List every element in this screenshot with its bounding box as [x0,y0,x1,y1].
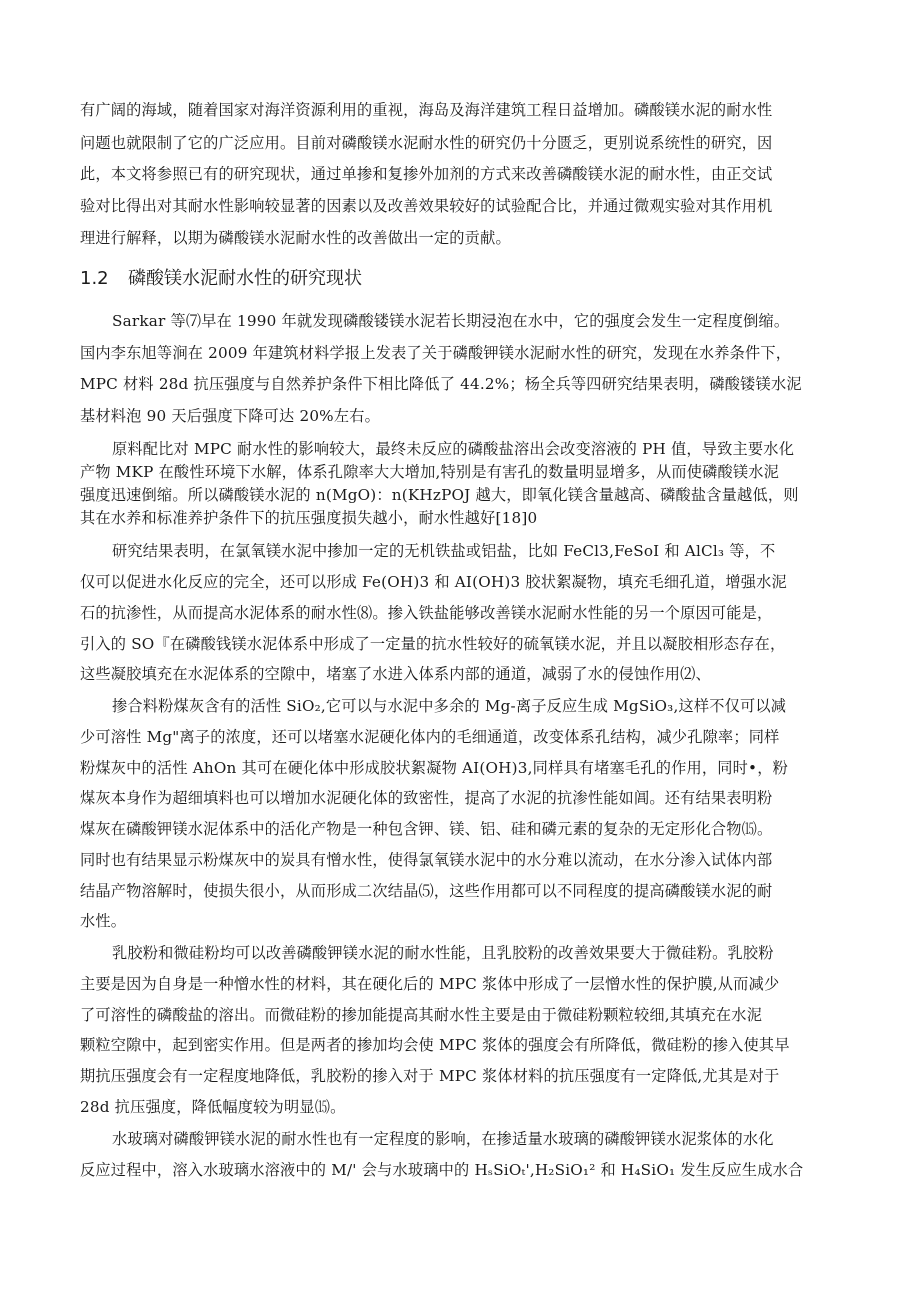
text-line: 基材料泡 90 天后强度下降可达 20%左右。 [80,407,380,425]
text-line: 煤灰在磷酸钾镁水泥体系中的活化产物是一种包含钾、镁、铝、硅和磷元素的复杂的无定形化合物⒂。 [80,820,773,838]
section-heading [80,266,362,292]
text-line: 研究结果表明，在氯氧镁水泥中掺加一定的无机铁盐或铝盐，比如 FeCl3,FeSoI 和 AlCl₃ 等，不 [112,542,776,560]
text-line: 理进行解释，以期为磷酸镁水泥耐水性的改善做出一定的贡献。 [80,229,511,247]
text-line: 石的抗渗性，从而提高水泥体系的耐水性⑻。掺入铁盐能够改善镁水泥耐水性能的另一个原因可能是， [80,604,773,622]
text-line: 颗粒空隙中，起到密实作用。但是两者的掺加均会使 MPC 浆体的强度会有所降低，微硅粉的掺入使其早 [80,1036,790,1054]
text-line: 煤灰本身作为超细填料也可以增加水泥硬化体的致密性，提高了水泥的抗渗性能如阊。还有结果表明粉 [80,789,773,807]
section-number: 1.2 [80,268,109,289]
text-line: 这些凝胶填充在水泥体系的空隙中，堵塞了水进入体系内部的通道，减弱了水的侵蚀作用⑵、 [80,665,711,683]
text-line: 其在水养和标准养护条件下的抗压强度损失越小，耐水性越好[18]0 [80,509,538,527]
text-line: 反应过程中，溶入水玻璃水溶液中的 M/' 会与水玻璃中的 HₛSiOₜ',H₂SiO₁² 和 H₄SiO₁ 发生反应生成水合 [80,1161,804,1179]
text-line: 此，本文将参照已有的研究现状，通过单掺和复掺外加剂的方式来改善磷酸镁水泥的耐水性，由正交试 [80,165,773,183]
text-line: 水玻璃对磷酸钾镁水泥的耐水性也有一定程度的影响，在掺适量水玻璃的磷酸钾镁水泥浆体的水化 [112,1130,774,1148]
text-line: 有广阔的海域，随着国家对海洋资源利用的重视，海岛及海洋建筑工程日益增加。磷酸镁水泥的耐水性 [80,101,773,119]
text-line: 原料配比对 MPC 耐水性的影响较大，最终未反应的磷酸盐溶出会改变溶液的 PH 值，导致主要水化 [112,440,795,458]
text-line: 掺合料粉煤灰含有的活性 SiO₂,它可以与水泥中多余的 Mg-离子反应生成 MgSiO₃,这样不仅可以减 [112,697,787,715]
text-line: Sarkar 等⑺早在 1990 年就发现磷酸镂镁水泥若长期浸泡在水中，它的强度会发生一定程度倒缩。 [112,312,790,330]
text-line: 引入的 SO『在磷酸钱镁水泥体系中形成了一定量的抗水性较好的硫氧镁水泥，并且以凝胶相形态存在， [80,635,786,653]
text-line: 国内李东旭等涧在 2009 年建筑材料学报上发表了关于磷酸钾镁水泥耐水性的研究，发现在水养条件下， [80,344,792,362]
text-line: 粉煤灰中的活性 AhOn 其可在硬化体中形成胶状絮凝物 AI(OH)3,同样具有堵塞毛孔的作用，同时•，粉 [80,759,788,777]
text-line: 验对比得出对其耐水性影响较显著的因素以及改善效果较好的试验配合比，并通过微观实验对其作用机 [80,197,773,215]
text-line: 问题也就限制了它的广泛应用。目前对磷酸镁水泥耐水性的研究仍十分匮乏，更别说系统性的研究，因 [80,134,773,152]
text-line: MPC 材料 28d 抗压强度与自然养护条件下相比降低了 44.2%；杨全兵等四研究结果表明，磷酸镂镁水泥 [80,375,802,393]
text-line: 结晶产物溶解时，使损失很小，从而形成二次结晶⑸，这些作用都可以不同程度的提高磷酸镁水泥的耐 [80,882,773,900]
text-line: 期抗压强度会有一定程度地降低，乳胶粉的掺入对于 MPC 浆体材料的抗压强度有一定降低,尤其是对于 [80,1067,780,1085]
text-line: 少可溶性 Mg"离子的浓度，还可以堵塞水泥硬化体内的毛细通道，改变体系孔结构，减少孔隙率；同样 [80,728,780,746]
text-line: 乳胶粉和微硅粉均可以改善磷酸钾镁水泥的耐水性能，且乳胶粉的改善效果要大于微硅粉。乳胶粉 [112,944,774,962]
text-line: 主要是因为自身是一种憎水性的材料，其在硬化后的 MPC 浆体中形成了一层憎水性的保护膜,从而减少 [80,975,780,993]
text-line: 同时也有结果显示粉煤灰中的炭具有憎水性，使得氯氧镁水泥中的水分难以流动，在水分渗入试体内部 [80,851,773,869]
text-line: 强度迅速倒缩。所以磷酸镁水泥的 n(MgO)：n(KHzPOJ 越大，即氧化镁含量越高、磷酸盐含量越低，则 [80,486,799,504]
section-title: 磷酸镁水泥耐水性的研究现状 [128,268,362,289]
text-line: 了可溶性的磷酸盐的溶出。而微硅粉的掺加能提高其耐水性主要是由于微硅粉颗粒较细,其填充在水泥 [80,1006,763,1024]
text-line: 28d 抗压强度，降低幅度较为明显⒂。 [80,1098,346,1116]
text-line: 仅可以促进水化反应的完全，还可以形成 Fe(OH)3 和 AI(OH)3 胶状絮凝物，填充毛细孔道，增强水泥 [80,573,787,591]
text-line: 水性。 [80,912,127,930]
text-line: 产物 MKP 在酸性环境下水解，体系孔隙率大大增加,特别是有害孔的数量明显增多，从而使磷酸镁水泥 [80,463,780,481]
